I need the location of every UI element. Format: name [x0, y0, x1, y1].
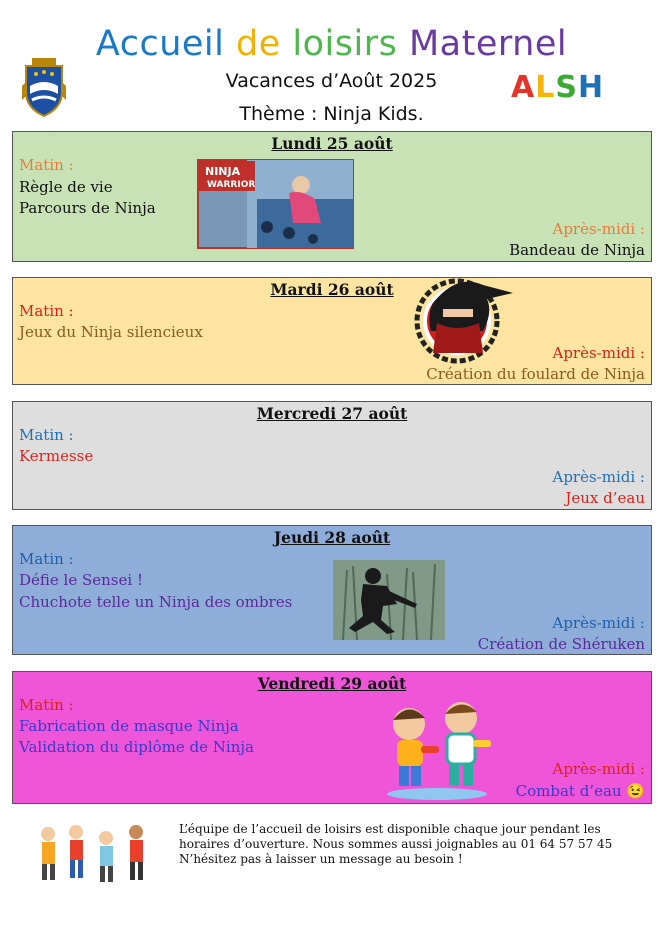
- activity-item: Création de Shéruken: [477, 635, 645, 653]
- activity-item: Kermesse: [19, 447, 94, 465]
- activity-item: Bandeau de Ninja: [509, 241, 645, 259]
- theme: Thème : Ninja Kids.: [239, 103, 424, 125]
- day-card-monday: [12, 131, 652, 262]
- day-title: Mercredi 27 août: [256, 404, 408, 423]
- activity-item: Jeux du Ninja silencieux: [19, 323, 203, 341]
- alsh-logo: [511, 70, 631, 104]
- day-title: Vendredi 29 août: [257, 674, 407, 693]
- apres-midi-label: Après-midi :: [552, 344, 645, 362]
- activity-item: Création du foulard de Ninja: [426, 365, 645, 383]
- day-card-tuesday: [12, 277, 652, 385]
- activity-item: Combat d’eau 😉: [515, 782, 645, 800]
- footer-note: [179, 822, 649, 867]
- activity-item: Défie le Sensei !: [19, 571, 143, 589]
- day-card-friday: [12, 671, 652, 804]
- children-illustration-icon: [30, 818, 166, 892]
- title-word: loisirs: [292, 24, 398, 64]
- apres-midi-label: Après-midi :: [552, 220, 645, 238]
- apres-midi-label: Après-midi :: [552, 468, 645, 486]
- logo-letter: L: [535, 70, 556, 105]
- apres-midi-label: Après-midi :: [552, 614, 645, 632]
- town-crest-icon: [20, 56, 68, 118]
- day-card-wednesday: [12, 401, 652, 510]
- ninja-warrior-photo: [197, 159, 354, 249]
- page-title: [0, 24, 663, 64]
- activity-item: Validation du diplôme de Ninja: [19, 738, 254, 756]
- footer-line: L’équipe de l’accueil de loisirs est disponible chaque jour pendant les horaires d’ouverture. Nous sommes aussi joignables au 01 64 57 57 45: [179, 822, 613, 851]
- day-title: Mardi 26 août: [270, 280, 394, 299]
- matin-label: Matin :: [19, 156, 74, 174]
- photo-caption: WARRIOR: [207, 180, 256, 190]
- activity-item: Parcours de Ninja: [19, 199, 156, 217]
- ninja-chain-icon: [413, 273, 517, 365]
- logo-letter: S: [555, 70, 578, 105]
- matin-label: Matin :: [19, 426, 74, 444]
- title-word: Accueil: [95, 24, 225, 64]
- activity-item: Règle de vie: [19, 178, 113, 196]
- matin-label: Matin :: [19, 696, 74, 714]
- photo-caption: NINJA: [205, 165, 241, 178]
- matin-label: Matin :: [19, 302, 74, 320]
- day-title: Jeudi 28 août: [273, 528, 391, 547]
- logo-letter: A: [511, 70, 536, 105]
- day-card-thursday: [12, 525, 652, 655]
- activity-item: Chuchote telle un Ninja des ombres: [19, 593, 293, 611]
- title-word: Maternel: [408, 24, 568, 64]
- apres-midi-label: Après-midi :: [552, 760, 645, 778]
- ninja-grass-photo: [333, 560, 445, 640]
- matin-label: Matin :: [19, 550, 74, 568]
- day-title: Lundi 25 août: [271, 134, 393, 153]
- subtitle: Vacances d’Août 2025: [225, 70, 438, 92]
- footer-line: N’hésitez pas à laisser un message au besoin !: [179, 852, 463, 866]
- title-word: de: [236, 24, 281, 64]
- activity-item: Jeux d’eau: [565, 489, 645, 507]
- activity-item: Fabrication de masque Ninja: [19, 717, 239, 735]
- logo-letter: H: [577, 70, 605, 105]
- kids-water-fight-icon: [381, 694, 495, 802]
